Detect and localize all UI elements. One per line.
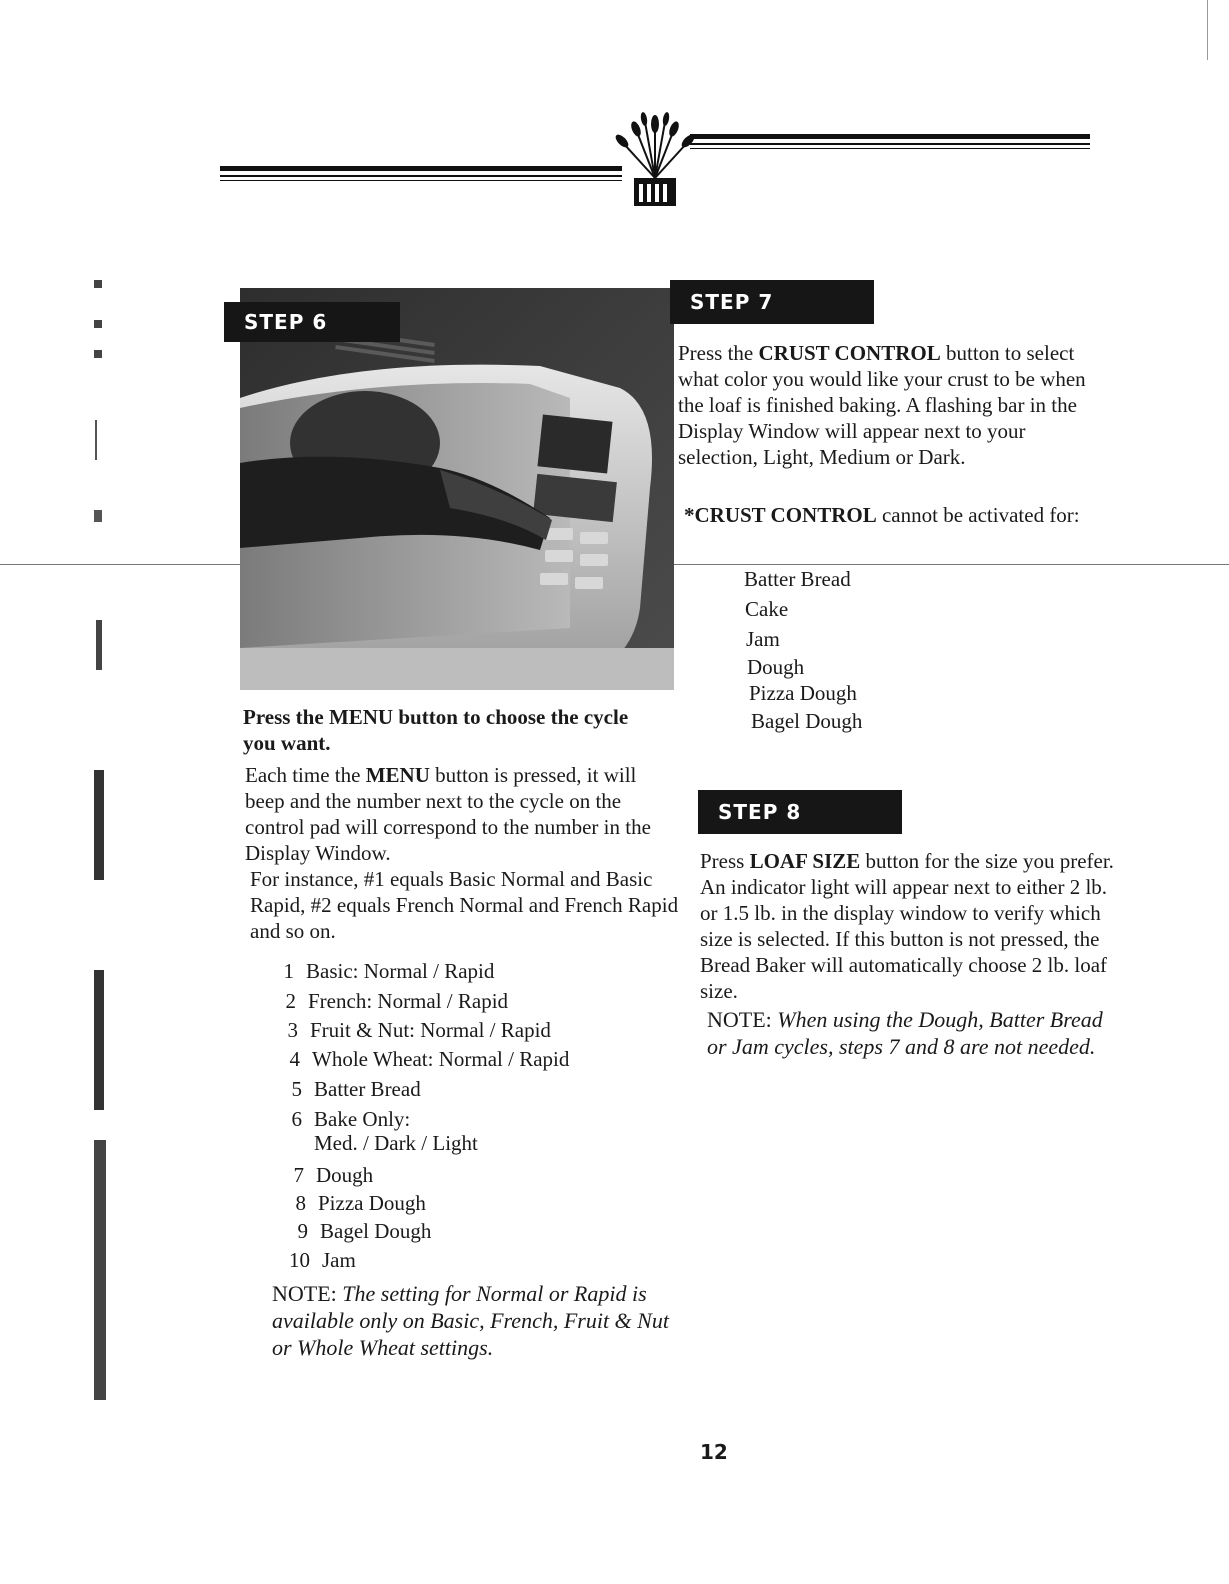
step8-note: NOTE: When using the Dough, Batter Bread or Jam cycles, steps 7 and 8 are not needed. [707,1007,1103,1059]
cycle-item: 8 Pizza Dough [295,1191,426,1215]
step7-badge: STEP 7 [670,280,874,324]
scan-binding-marks [90,280,112,1400]
crust-exclusion-item: Pizza Dough [749,681,857,705]
cycle-item: 2 French: Normal / Rapid [285,989,509,1013]
header-rule-right-thin [690,143,1090,145]
header-rule-left-thick [220,166,622,171]
page-number: 12 [700,1440,728,1464]
crust-exclusion-item: Cake [745,597,789,621]
step6-intro: Press the MENU button to choose the cycle you want. [243,705,629,755]
step8-paragraph-1: Press LOAF SIZE button for the size you prefer. An indicator light will appear next to either 2 lb. or 1.5 lb. in the display window to verify which size is selected. If this button is not pressed, the Bread Baker will automatically choose 2 lb. loaf size. [700,849,1114,1003]
cycle-item-sub: Med. / Dark / Light [314,1131,478,1155]
crust-exclusion-item: Jam [746,627,780,651]
header-rule-right-thin2 [690,148,1090,149]
scan-edge-right [1207,0,1208,60]
step7-paragraph-2: *CRUST CONTROL cannot be activated for: [684,503,1080,527]
header-rule-right-thick [690,134,1090,139]
crust-exclusion-item: Dough [747,655,805,679]
cycle-item: 9 Bagel Dough [297,1219,432,1243]
cycle-item: 1 Basic: Normal / Rapid [283,959,495,983]
cycle-item: 10 Jam [289,1248,356,1272]
step6-paragraph-2: For instance, #1 equals Basic Normal and Basic Rapid, #2 equals French Normal and French Rapid and so on. [250,867,679,943]
step8-badge: STEP 8 [698,790,902,834]
step6-note: NOTE: The setting for Normal or Rapid is available only on Basic, French, Fruit & Nut or Whole Wheat settings. [272,1281,669,1360]
crust-exclusion-item: Bagel Dough [751,709,863,733]
cycle-item: 7 Dough [293,1163,374,1187]
cycle-item: 4 Whole Wheat: Normal / Rapid [289,1047,570,1071]
cycle-item: 5 Batter Bread [291,1077,421,1101]
cycle-item: 6 Bake Only: [291,1107,411,1131]
step6-badge: STEP 6 [224,302,400,342]
header-rule-left-thin2 [220,180,622,181]
step6-paragraph-1: Each time the MENU button is pressed, it will beep and the number next to the cycle on the control pad will correspond to the number in the Display Window. [245,763,651,865]
header-rule-left-thin [220,175,622,177]
crust-exclusion-item: Batter Bread [744,567,851,591]
wheat-ornament-icon [612,108,698,208]
bread-maker-photo [240,288,674,690]
step7-paragraph-1: Press the CRUST CONTROL button to select what color you would like your crust to be when the loaf is finished baking. A flashing bar in the Display Window will appear next to your selection, Light, Medium or Dark. [678,341,1086,469]
cycle-item: 3 Fruit & Nut: Normal / Rapid [287,1018,551,1042]
